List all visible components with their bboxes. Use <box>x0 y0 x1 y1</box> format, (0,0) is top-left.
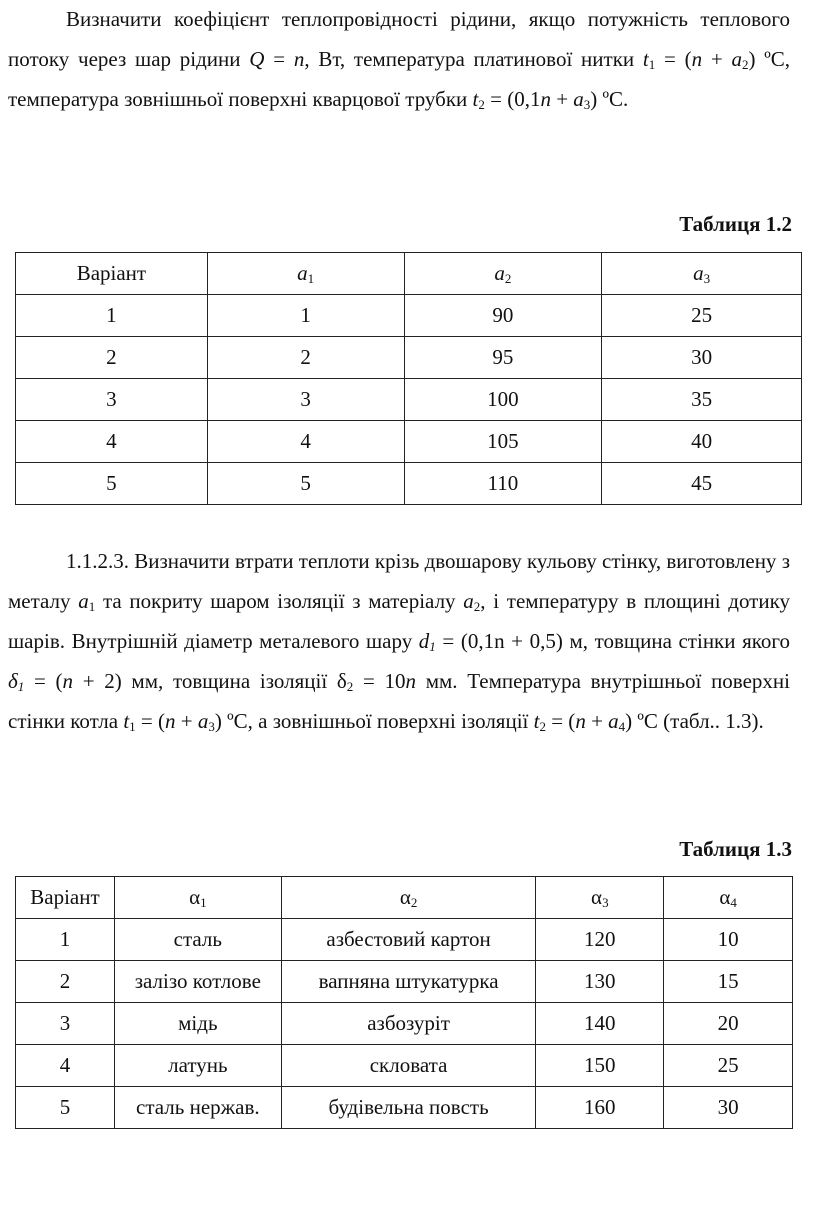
table-cell: 150 <box>536 1045 664 1087</box>
table-cell: латунь <box>114 1045 281 1087</box>
header-variant: Варіант <box>16 253 208 295</box>
table-cell: 30 <box>664 1087 793 1129</box>
table-header-row <box>16 877 793 919</box>
table-cell: 160 <box>536 1087 664 1129</box>
table-row <box>16 379 802 421</box>
table-cell: 25 <box>664 1045 793 1087</box>
header-alpha1: $\alpha_1$ <box>114 877 281 919</box>
table-row <box>16 1045 793 1087</box>
table-cell: 2 <box>207 337 404 379</box>
table-cell: 5 <box>207 463 404 505</box>
table-cell: 45 <box>602 463 802 505</box>
table-cell: 110 <box>404 463 602 505</box>
header-a3: $a_3$ <box>602 253 802 295</box>
table-header-row <box>16 253 802 295</box>
table-cell: 90 <box>404 295 602 337</box>
table-cell: 40 <box>602 421 802 463</box>
paragraph-thermal-conductivity: Визначити коефіцієнт теплопровідності рідини, якщо потужність теплового потоку через шар рідини Q = n, Вт, температура платинової нитки $t_1 = (n + a_2)$ ºС, температура зовнішньої поверхні кварцової трубки $t_2 = (0,1n + a_3)$ ºС. <box>8 7 790 112</box>
table-row <box>16 961 793 1003</box>
table-cell: 100 <box>404 379 602 421</box>
table-row <box>16 919 793 961</box>
table-row <box>16 463 802 505</box>
header-alpha3: $\alpha_3$ <box>536 877 664 919</box>
table-1-3 <box>15 876 793 1129</box>
table-cell: 30 <box>602 337 802 379</box>
table-cell: 5 <box>16 463 208 505</box>
table-cell: азбозуріт <box>281 1003 536 1045</box>
table-cell: 4 <box>16 421 208 463</box>
table-cell: 4 <box>16 1045 115 1087</box>
table-1-2 <box>15 252 802 505</box>
table-cell: 3 <box>207 379 404 421</box>
table-cell: мідь <box>114 1003 281 1045</box>
table-cell: 1 <box>207 295 404 337</box>
table-cell: 140 <box>536 1003 664 1045</box>
table-cell: сталь нержав. <box>114 1087 281 1129</box>
table-cell: 105 <box>404 421 602 463</box>
header-alpha2: $\alpha_2$ <box>281 877 536 919</box>
header-a1: $a_1$ <box>207 253 404 295</box>
table-cell: скловата <box>281 1045 536 1087</box>
table-cell: 130 <box>536 961 664 1003</box>
table-cell: 1 <box>16 295 208 337</box>
header-alpha4: $\alpha_4$ <box>664 877 793 919</box>
table-cell: 20 <box>664 1003 793 1045</box>
table-row <box>16 295 802 337</box>
table-row <box>16 421 802 463</box>
table-cell: сталь <box>114 919 281 961</box>
header-a2: $a_2$ <box>404 253 602 295</box>
table-cell: 15 <box>664 961 793 1003</box>
table-cell: 1 <box>16 919 115 961</box>
table-cell: 35 <box>602 379 802 421</box>
table-cell: 2 <box>16 961 115 1003</box>
table-cell: 25 <box>602 295 802 337</box>
paragraph-spherical-wall: 1.1.2.3. Визначити втрати теплоти крізь двошарову кульову стінку, виготовлену з металу $a_1$ та покриту шаром ізоляції з матеріалу $a_2$, і температуру в площині дотику шарів. Внутрішній діаметр металевого шару $d_1 = (0,1n + 0,5)$ м, товщина стінки якого $\delta_1 = (n + 2)$ мм, товщина ізоляції $\delta_2 = 10n$ мм. Температура внутрішньої поверхні стінки котла $t_1 = (n + a_3)$ ºС, а зовнішньої поверхні ізоляції $t_2 = (n + a_4)$ ºС (табл.. 1.3). <box>8 549 790 734</box>
table-1-3-caption: Таблиця 1.3 <box>679 837 792 861</box>
table-row <box>16 1003 793 1045</box>
table-cell: 5 <box>16 1087 115 1129</box>
table-cell: 2 <box>16 337 208 379</box>
table-cell: 10 <box>664 919 793 961</box>
table-cell: 95 <box>404 337 602 379</box>
table-cell: 3 <box>16 1003 115 1045</box>
table-cell: 4 <box>207 421 404 463</box>
table-cell: залізо котлове <box>114 961 281 1003</box>
table-cell: вапняна штукатурка <box>281 961 536 1003</box>
header-variant: Варіант <box>16 877 115 919</box>
table-row <box>16 337 802 379</box>
table-cell: 120 <box>536 919 664 961</box>
table-cell: азбестовий картон <box>281 919 536 961</box>
table-row <box>16 1087 793 1129</box>
table-cell: 3 <box>16 379 208 421</box>
table-cell: будівельна повсть <box>281 1087 536 1129</box>
table-1-2-caption: Таблиця 1.2 <box>679 212 792 236</box>
